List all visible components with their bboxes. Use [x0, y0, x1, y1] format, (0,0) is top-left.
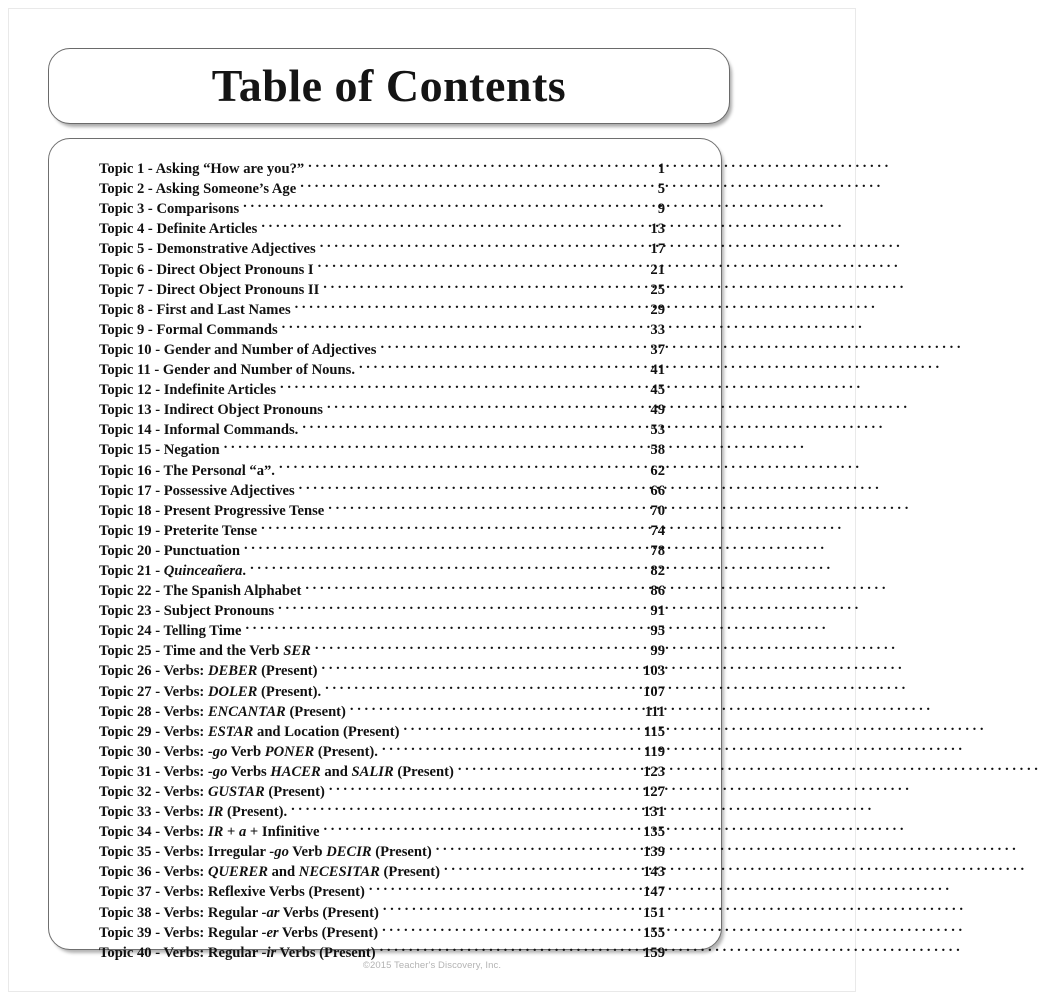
- toc-dot-leader: [308, 153, 635, 173]
- toc-dot-leader: [224, 434, 635, 454]
- toc-dot-leader: [244, 535, 635, 555]
- toc-dot-leader: [299, 475, 635, 495]
- toc-dot-leader: [291, 796, 631, 816]
- toc-dot-leader: [315, 635, 635, 655]
- toc-dot-leader: [280, 374, 635, 394]
- toc-dot-leader: [300, 173, 635, 193]
- toc-dot-leader: [444, 856, 631, 876]
- toc-entry-label: Topic 21 - Quinceañera.: [99, 562, 247, 579]
- toc-dot-leader: [323, 816, 631, 836]
- toc-dot-leader: [380, 334, 635, 354]
- toc-dot-leader: [380, 937, 631, 957]
- toc-entry-label: Topic 13 - Indirect Object Pronouns: [99, 402, 323, 419]
- toc-entry[interactable]: [99, 153, 665, 178]
- toc-entry-label: Topic 20 - Punctuation: [99, 542, 240, 559]
- toc-entry-page-number: 13: [650, 221, 665, 238]
- toc-dot-leader: [403, 716, 631, 736]
- toc-dot-leader: [320, 233, 635, 253]
- toc-dot-leader: [305, 575, 635, 595]
- toc-entry-page-number: 82: [650, 562, 665, 579]
- toc-entry-page-number: 58: [650, 442, 665, 459]
- toc-entry-label: Topic 22 - The Spanish Alphabet: [99, 583, 302, 600]
- toc-entry-label: Topic 28 - Verbs: ENCANTAR (Present): [99, 703, 346, 720]
- toc-entry-label: Topic 6 - Direct Object Pronouns I: [99, 261, 314, 278]
- toc-entry-page-number: 49: [650, 402, 665, 419]
- toc-dot-leader: [383, 896, 631, 916]
- toc-dot-leader: [369, 876, 631, 896]
- toc-entry-page-number: 25: [650, 281, 665, 298]
- toc-entry-label: Topic 26 - Verbs: DEBER (Present): [99, 663, 318, 680]
- toc-entry-label: Topic 12 - Indefinite Articles: [99, 382, 277, 399]
- toc-entry-page-number: 37: [650, 341, 665, 358]
- toc-entry-page-number: 155: [643, 924, 665, 941]
- toc-entry-label: Topic 4 - Definite Articles: [99, 221, 258, 238]
- toc-entry-page-number: 107: [643, 683, 665, 700]
- toc-dot-leader: [318, 253, 635, 273]
- toc-entry-label: Topic 16 - The Personal “a”.: [99, 462, 275, 479]
- toc-entry-page-number: 66: [650, 482, 665, 499]
- toc-dot-leader: [325, 675, 631, 695]
- title-panel: [48, 48, 730, 124]
- toc-entry-page-number: 159: [643, 944, 665, 961]
- toc-dot-leader: [382, 917, 631, 937]
- toc-entry-page-number: 74: [650, 522, 665, 539]
- toc-dot-leader: [302, 414, 635, 434]
- toc-entry-label: Topic 34 - Verbs: IR + a + Infinitive: [99, 824, 320, 841]
- toc-entry-label: Topic 2 - Asking Someone’s Age: [99, 181, 297, 198]
- toc-dot-leader: [436, 836, 631, 856]
- toc-dot-leader: [245, 615, 635, 635]
- toc-dot-leader: [278, 595, 635, 615]
- toc-entry-page-number: 95: [650, 623, 665, 640]
- toc-entry-label: Topic 17 - Possessive Adjectives: [99, 482, 295, 499]
- copyright-footer: ©2015 Teacher's Discovery, Inc.: [362, 960, 502, 971]
- toc-entry-label: Topic 1 - Asking “How are you?”: [99, 161, 305, 178]
- toc-entry-page-number: 62: [650, 462, 665, 479]
- toc-entry-label: Topic 14 - Informal Commands.: [99, 422, 299, 439]
- toc-entry-page-number: 53: [650, 422, 665, 439]
- toc-entry-page-number: 143: [643, 864, 665, 881]
- toc-entry-page-number: 29: [650, 301, 665, 318]
- toc-entry-label: Topic 38 - Verbs: Regular -ar Verbs (Present): [99, 904, 379, 921]
- toc-entry-label: Topic 27 - Verbs: DOLER (Present).: [99, 683, 322, 700]
- toc-entry-page-number: 127: [643, 784, 665, 800]
- toc-entry-page-number: 1: [657, 161, 665, 178]
- toc-entry-page-number: 103: [643, 663, 665, 680]
- toc-dot-leader: [327, 394, 635, 414]
- toc-entry-page-number: 17: [650, 241, 665, 258]
- toc-dot-leader: [350, 696, 631, 716]
- toc-entry-page-number: 99: [650, 643, 665, 660]
- toc-entry-label: Topic 31 - Verbs: -go Verbs HACER and SALIR (Present): [99, 763, 454, 780]
- toc-entry-label: Topic 18 - Present Progressive Tense: [99, 502, 325, 519]
- toc-entry-label: Topic 23 - Subject Pronouns: [99, 603, 275, 620]
- toc-entry-page-number: 9: [657, 201, 665, 218]
- toc-entry-page-number: 86: [650, 583, 665, 600]
- toc-entry-label: Topic 33 - Verbs: IR (Present).: [99, 804, 288, 821]
- toc-entry-label: Topic 3 - Comparisons: [99, 201, 240, 218]
- toc-entry-page-number: 151: [643, 904, 665, 921]
- toc-entry-page-number: 123: [643, 763, 665, 780]
- toc-dot-leader: [261, 213, 635, 233]
- table-of-contents-panel: [48, 138, 722, 961]
- toc-entry-page-number: 41: [650, 362, 665, 379]
- toc-entry-list: [49, 149, 721, 961]
- toc-dot-leader: [323, 274, 635, 294]
- toc-dot-leader: [279, 454, 635, 474]
- toc-dot-leader: [261, 515, 635, 535]
- toc-entry-label: Topic 30 - Verbs: -go Verb PONER (Present).: [99, 743, 378, 760]
- toc-entry-label: Topic 32 - Verbs: GUSTAR (Present): [99, 784, 325, 800]
- toc-entry-label: Topic 36 - Verbs: QUERER and NECESITAR (Present): [99, 864, 441, 881]
- toc-entry-page-number: 131: [643, 804, 665, 821]
- toc-entry-label: Topic 40 - Verbs: Regular -ir Verbs (Present): [99, 944, 376, 961]
- toc-dot-leader: [458, 756, 631, 776]
- toc-entry-page-number: 139: [643, 844, 665, 861]
- toc-entry-label: Topic 15 - Negation: [99, 442, 220, 459]
- toc-entry-page-number: 115: [643, 723, 665, 740]
- toc-entry-label: Topic 24 - Telling Time: [99, 623, 242, 640]
- toc-entry-label: Topic 10 - Gender and Number of Adjectives: [99, 341, 377, 358]
- toc-entry-page-number: 45: [650, 382, 665, 399]
- toc-dot-leader: [295, 294, 635, 314]
- toc-dot-leader: [243, 193, 635, 213]
- toc-entry-label: Topic 37 - Verbs: Reflexive Verbs (Present): [99, 884, 365, 901]
- toc-entry-page-number: 111: [644, 703, 665, 720]
- toc-entry-page-number: 78: [650, 542, 665, 559]
- toc-entry-page-number: 147: [643, 884, 665, 901]
- toc-entry-page-number: 70: [650, 502, 665, 519]
- toc-entry-label: Topic 35 - Verbs: Irregular -go Verb DECIR (Present): [99, 844, 432, 861]
- toc-dot-leader: [322, 655, 631, 675]
- toc-entry-label: Topic 7 - Direct Object Pronouns II: [99, 281, 320, 298]
- toc-dot-leader: [328, 495, 635, 515]
- page-title: Table of Contents: [211, 60, 567, 111]
- toc-entry-page-number: 5: [657, 181, 665, 198]
- toc-dot-leader: [359, 354, 635, 374]
- toc-dot-leader: [329, 776, 631, 796]
- toc-entry-page-number: 91: [650, 603, 665, 620]
- toc-entry-label: Topic 25 - Time and the Verb SER: [99, 643, 311, 660]
- toc-dot-leader: [382, 736, 631, 756]
- toc-entry-page-number: 33: [650, 321, 665, 338]
- toc-entry-label: Topic 9 - Formal Commands: [99, 321, 278, 338]
- toc-entry-label: Topic 11 - Gender and Number of Nouns.: [99, 362, 355, 379]
- toc-entry-page-number: 21: [650, 261, 665, 278]
- toc-dot-leader: [282, 314, 635, 334]
- toc-entry-label: Topic 5 - Demonstrative Adjectives: [99, 241, 316, 258]
- toc-entry-label: Topic 8 - First and Last Names: [99, 301, 291, 318]
- toc-entry-page-number: 119: [643, 743, 665, 760]
- toc-entry-label: Topic 39 - Verbs: Regular -er Verbs (Present): [99, 924, 379, 941]
- toc-entry-label: Topic 19 - Preterite Tense: [99, 522, 258, 539]
- toc-entry-page-number: 135: [643, 824, 665, 841]
- toc-dot-leader: [250, 555, 635, 575]
- toc-entry-label: Topic 29 - Verbs: ESTAR and Location (Present): [99, 723, 400, 740]
